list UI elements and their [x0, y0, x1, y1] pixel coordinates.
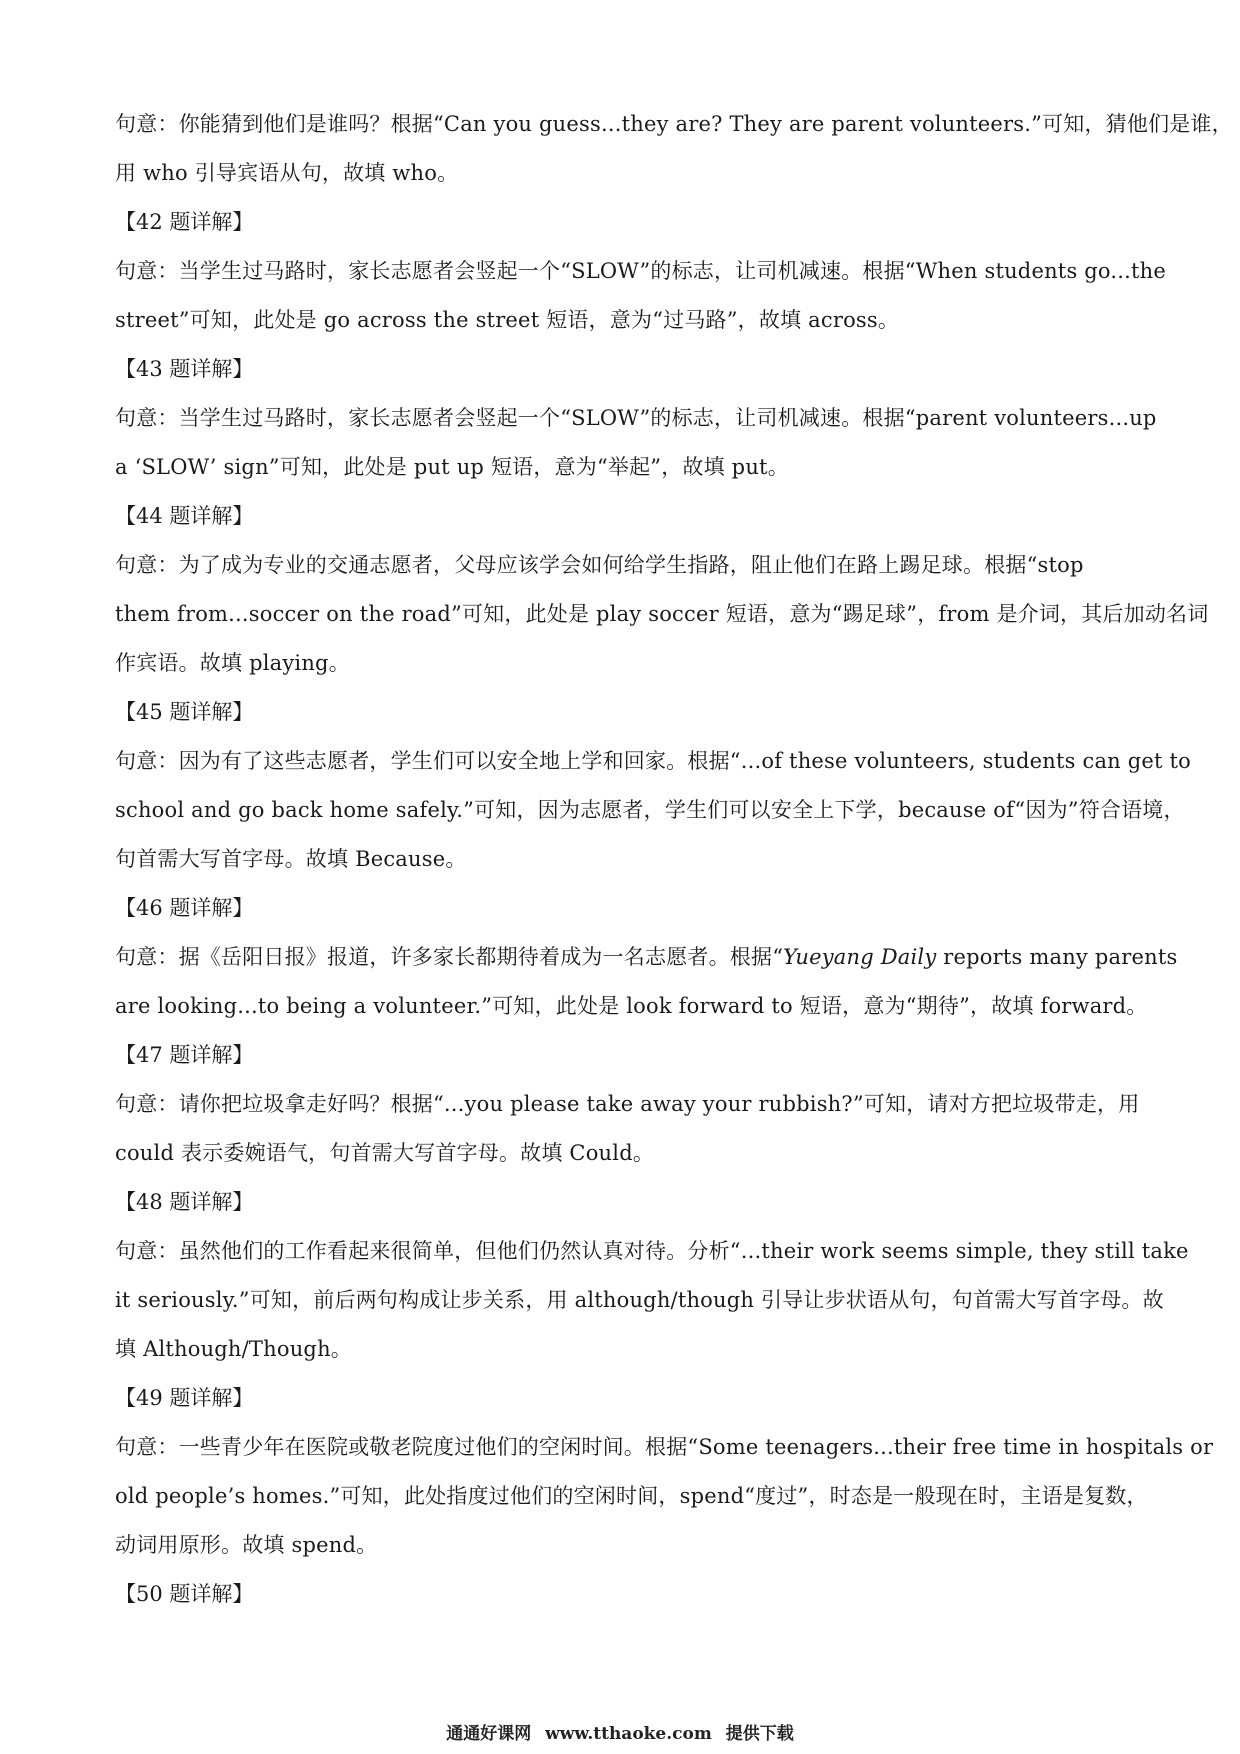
- question-heading: 【49 题详解】: [115, 1386, 254, 1410]
- question-heading: 【44 题详解】: [115, 504, 254, 528]
- footer-site-name: 通通好课网: [446, 1724, 532, 1744]
- explanation-line: 作宾语。故填 playing。: [115, 651, 350, 675]
- footer-url[interactable]: www.tthaoke.com: [545, 1724, 712, 1744]
- explanation-line: school and go back home safely.”可知，因为志愿者，学生们可以安全上下学，because of“因为”符合语境，: [115, 798, 1185, 822]
- explanation-line: 句意：虽然他们的工作看起来很简单，但他们仍然认真对待。分析“...their work seems simple, they still take: [115, 1239, 1189, 1263]
- explanation-line: 句意：你能猜到他们是谁吗？根据“Can you guess...they are? They are parent volunteers.”可知，猜他们是谁，: [115, 112, 1233, 136]
- explanation-line: 句首需大写首字母。故填 Because。: [115, 847, 467, 871]
- explanation-line: are looking...to being a volunteer.”可知，此处是 look forward to 短语，意为“期待”，故填 forward。: [115, 994, 1148, 1018]
- question-heading: 【43 题详解】: [115, 357, 254, 381]
- explanation-line: 句意：请你把垃圾拿走好吗？根据“...you please take away your rubbish?”可知，请对方把垃圾带走，用: [115, 1092, 1140, 1116]
- line-text: reports many parents: [936, 945, 1178, 969]
- explanation-line: 动词用原形。故填 spend。: [115, 1533, 378, 1557]
- question-heading: 【46 题详解】: [115, 896, 254, 920]
- question-heading: 【47 题详解】: [115, 1043, 254, 1067]
- page-footer: [0, 1722, 1240, 1746]
- explanation-line: [115, 933, 1178, 982]
- explanation-line: a ‘SLOW’ sign”可知，此处是 put up 短语，意为“举起”，故填 put。: [115, 455, 789, 479]
- explanation-line: them from...soccer on the road”可知，此处是 play soccer 短语，意为“踢足球”，from 是介词，其后加动名词: [115, 602, 1209, 626]
- explanation-line: old people’s homes.”可知，此处指度过他们的空闲时间，spend“度过”，时态是一般现在时，主语是复数，: [115, 1484, 1148, 1508]
- explanation-line: 句意：当学生过马路时，家长志愿者会竖起一个“SLOW”的标志，让司机减速。根据“When students go...the: [115, 259, 1167, 283]
- explanation-line: it seriously.”可知，前后两句构成让步关系，用 although/though 引导让步状语从句，句首需大写首字母。故: [115, 1288, 1164, 1312]
- line-text: 句意：据《岳阳日报》报道，许多家长都期待着成为一名志愿者。根据“: [115, 945, 784, 969]
- explanation-line: 句意：为了成为专业的交通志愿者，父母应该学会如何给学生指路，阻止他们在路上踢足球。根据“stop: [115, 553, 1084, 577]
- question-heading: 【50 题详解】: [115, 1582, 254, 1606]
- newspaper-title: Yueyang Daily: [783, 945, 937, 969]
- explanation-line: could 表示委婉语气，句首需大写首字母。故填 Could。: [115, 1141, 655, 1165]
- footer-suffix: 提供下载: [725, 1724, 794, 1744]
- explanation-line: 填 Although/Though。: [115, 1337, 352, 1361]
- explanation-line: street”可知，此处是 go across the street 短语，意为“过马路”，故填 across。: [115, 308, 900, 332]
- document-body: [115, 100, 1233, 1619]
- question-heading: 【42 题详解】: [115, 210, 254, 234]
- explanation-line: 用 who 引导宾语从句，故填 who。: [115, 161, 459, 185]
- explanation-line: 句意：一些青少年在医院或敬老院度过他们的空闲时间。根据“Some teenagers...their free time in hospitals or: [115, 1435, 1214, 1459]
- question-heading: 【45 题详解】: [115, 700, 254, 724]
- explanation-line: 句意：因为有了这些志愿者，学生们可以安全地上学和回家。根据“...of these volunteers, students can get to: [115, 749, 1192, 773]
- explanation-line: 句意：当学生过马路时，家长志愿者会竖起一个“SLOW”的标志，让司机减速。根据“parent volunteers...up: [115, 406, 1157, 430]
- question-heading: 【48 题详解】: [115, 1190, 254, 1214]
